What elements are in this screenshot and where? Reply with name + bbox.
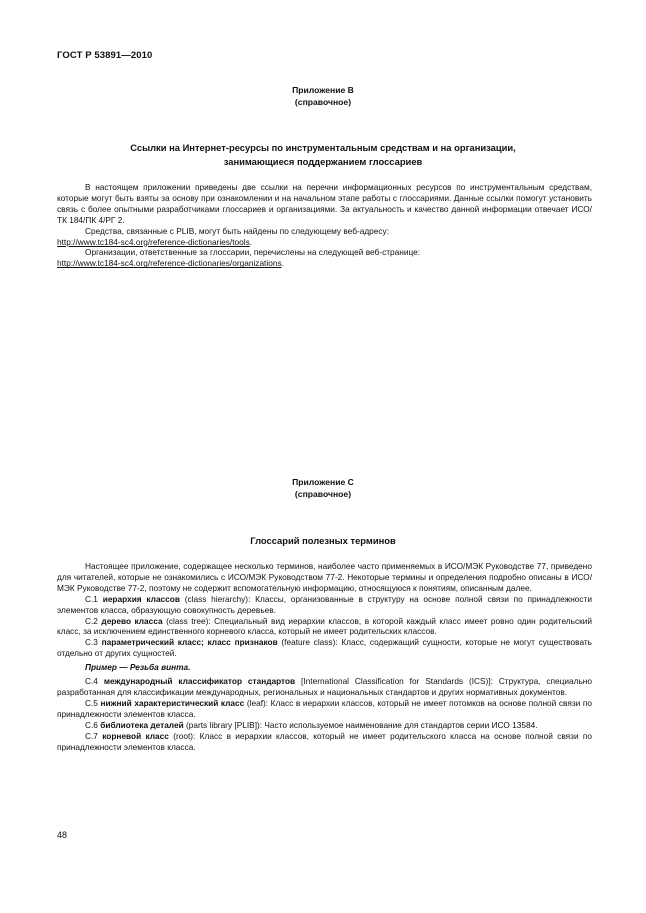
term-definition: (feature class): Класс, содержащий сущности, которые не могут существовать отдельно от других сущностей. (57, 637, 592, 659)
link2-period: . (281, 258, 284, 269)
appendix-b-heading-line1: Ссылки на Интернет-ресурсы по инструментальным средствам и на организации, (130, 142, 516, 153)
term-name: международный классификатор стандартов (103, 676, 296, 687)
appendix-b-paragraph-1: В настоящем приложении приведены две ссылки на перечни информационных ресурсов по инструментальным средствам, которые могут быть взяты за основу при ознакомлении и на начальном этапе работы с глоссариями. Данные ссылки помогут установить связь с более опытными разработчиками глоссариев и организациями. За актуальность и качество данной информации отвечает ИСО/ТК 184/ПК 4/РГ 2. (57, 182, 592, 225)
term-definition: (parts library [PLIB]): Часто используемое наименование для стандартов серии ИСО 13584. (183, 719, 538, 730)
term-definition: (root): Класс в иерархии классов, который не имеет родительского класса на основе полной связи по принадлежности элементов класса. (57, 730, 593, 752)
organizations-link[interactable]: http://www.tc184-sc4.org/reference-dictionaries/organizations (57, 258, 282, 269)
appendix-c-intro: Настоящее приложение, содержащее несколько терминов, наиболее часто применяемых в ИСО/МЭК Руководстве 77, приведено для читателей, которые не ознакомились с ИСО/МЭК Руководством 77-2. Некоторые термины и определения подробно описаны в ИСО/МЭК Руководстве 77-2, поэтому не содержит вспомогательную информацию, относящуюся к понятиям, описанным далее. (57, 561, 592, 593)
appendix-b-title: Приложение В (292, 85, 354, 95)
term-c7 (57, 731, 592, 753)
page-number: 48 (57, 830, 68, 840)
appendix-c-body (57, 561, 592, 752)
term-definition: [International Classification for Standards (ICS)]: Структура, специально разработанная для классификации международных, региональных и национальных стандартов и других нормативных документов. (57, 676, 592, 697)
appendix-b-link-line-1 (57, 237, 592, 248)
term-c1 (57, 594, 592, 616)
appendix-b-heading-line2: занимающиеся поддержанием глоссариев (223, 156, 423, 167)
example-line (57, 662, 592, 673)
term-number: С.2 (85, 615, 98, 626)
term-c6 (57, 720, 592, 731)
term-name: корневой класс (102, 730, 169, 741)
term-name: библиотека деталей (100, 719, 184, 730)
appendix-b-link-line-2 (57, 258, 592, 269)
term-name: иерархия классов (102, 593, 180, 604)
term-c2 (57, 616, 592, 638)
term-number: С.4 (85, 676, 98, 687)
tools-link[interactable]: http://www.tc184-sc4.org/reference-dictionaries/tools (57, 236, 250, 247)
term-c5 (57, 698, 592, 720)
term-number: С.5 (85, 697, 98, 708)
document-code: ГОСТ Р 53891—2010 (57, 50, 153, 61)
term-name: дерево класса (101, 615, 163, 626)
appendix-c-heading: Глоссарий полезных терминов (250, 535, 396, 546)
term-definition: (leaf): Класс в иерархии классов, который не имеет потомков на основе полной связи по принадлежности элементов класса. (57, 697, 593, 719)
link1-period: . (249, 236, 253, 247)
appendix-c-subtitle: (справочное) (294, 489, 352, 499)
term-c4 (57, 676, 592, 698)
appendix-b-subtitle: (справочное) (294, 97, 352, 107)
term-definition: (class hierarchy): Классы, организованные в структуру на основе полной связи по принадлежности элементов класса, образующую совокупность деревьев. (57, 593, 592, 615)
appendix-c-title: Приложение С (292, 477, 354, 487)
term-number: С.6 (85, 719, 98, 730)
term-number: С.7 (85, 730, 98, 741)
term-name: нижний характеристический класс (100, 697, 245, 708)
appendix-b-paragraph-2: Средства, связанные с PLIB, могут быть найдены по следующему веб-адресу: (85, 225, 389, 236)
appendix-b-body (57, 182, 592, 269)
example-text: Пример — Резьба винта. (85, 662, 191, 673)
term-c3 (57, 637, 592, 659)
term-name: параметрический класс; класс признаков (101, 637, 278, 648)
term-number: С.3 (85, 637, 98, 648)
term-number: С.1 (85, 593, 98, 604)
appendix-b-paragraph-3: Организации, ответственные за глоссарии, перечислены на следующей веб-странице: (85, 247, 421, 258)
term-definition: (class tree): Специальный вид иерархии классов, в которой каждый класс имеет ровно один родительский класс, за исключением единственного корневого класса, который не имеет родительских классов. (57, 615, 592, 637)
